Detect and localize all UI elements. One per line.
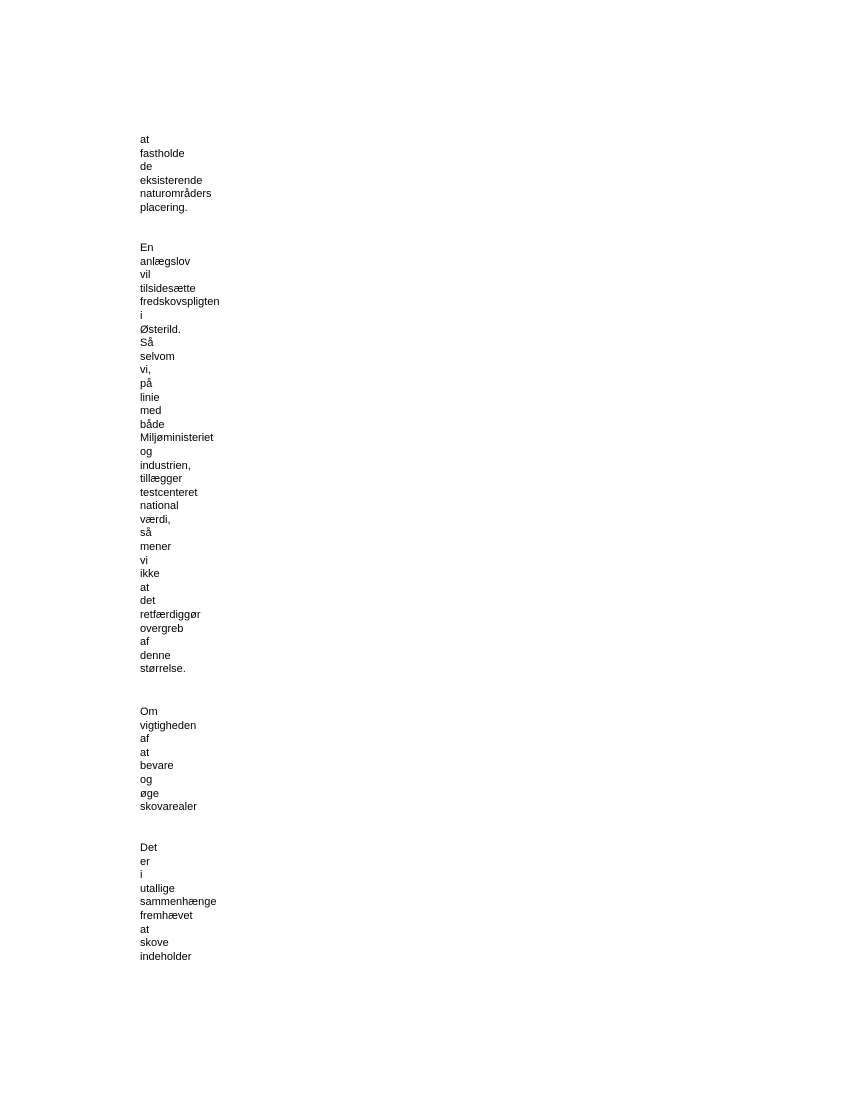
word: sammenhænge: [140, 896, 217, 909]
word: i: [140, 869, 143, 882]
word: størrelse.: [140, 663, 186, 676]
word: at: [140, 581, 150, 594]
word: Miljøministeriet: [140, 432, 214, 445]
word: vi: [140, 554, 148, 567]
word: tilsidesætte: [140, 282, 196, 295]
word: så: [140, 527, 152, 540]
word: værdi,: [140, 513, 171, 526]
word: retfærdiggør: [140, 609, 201, 622]
word: at: [140, 923, 150, 936]
word: er: [140, 855, 150, 868]
word: indeholder: [140, 950, 192, 963]
word: Om: [140, 706, 158, 718]
paragraph-2: [140, 242, 220, 677]
word: utallige: [140, 882, 175, 895]
word: de: [140, 161, 153, 174]
word: ikke: [140, 568, 160, 581]
word: denne: [140, 649, 171, 662]
word: og: [140, 773, 153, 786]
word: placering.: [140, 201, 188, 214]
word: skovarealer: [140, 801, 197, 814]
section-heading: [140, 706, 197, 815]
word: at: [140, 746, 150, 759]
word: Så: [140, 337, 154, 350]
word: Det: [140, 842, 158, 854]
word: af: [140, 636, 150, 649]
word: overgreb: [140, 622, 184, 635]
word: anlægslov: [140, 255, 191, 268]
word: mener: [140, 541, 172, 554]
word: national: [140, 500, 179, 513]
paragraph-1: [140, 134, 212, 216]
word: eksisterende: [140, 174, 203, 187]
word: det: [140, 595, 156, 608]
word: fredskovspligten: [140, 296, 220, 309]
word: vi,: [140, 364, 151, 377]
word: testcenteret: [140, 486, 198, 499]
word: industrien,: [140, 459, 191, 472]
word: med: [140, 405, 162, 418]
word: at: [140, 134, 150, 146]
word: på: [140, 377, 153, 390]
word: En: [140, 242, 154, 254]
paragraph-4: [140, 842, 216, 964]
word: vigtigheden: [140, 719, 197, 732]
word: øge: [140, 787, 159, 800]
word: og: [140, 445, 153, 458]
word: fastholde: [140, 147, 185, 160]
word: selvom: [140, 350, 175, 363]
word: i: [140, 309, 143, 322]
word: skove: [140, 937, 169, 950]
word: bevare: [140, 760, 174, 773]
word: tillægger: [140, 473, 183, 486]
word: linie: [140, 391, 160, 404]
word: af: [140, 733, 150, 746]
word: Østerild.: [140, 323, 181, 336]
word: vil: [140, 269, 151, 282]
word: naturområders: [140, 188, 212, 201]
word: både: [140, 418, 165, 431]
word: fremhævet: [140, 909, 193, 922]
